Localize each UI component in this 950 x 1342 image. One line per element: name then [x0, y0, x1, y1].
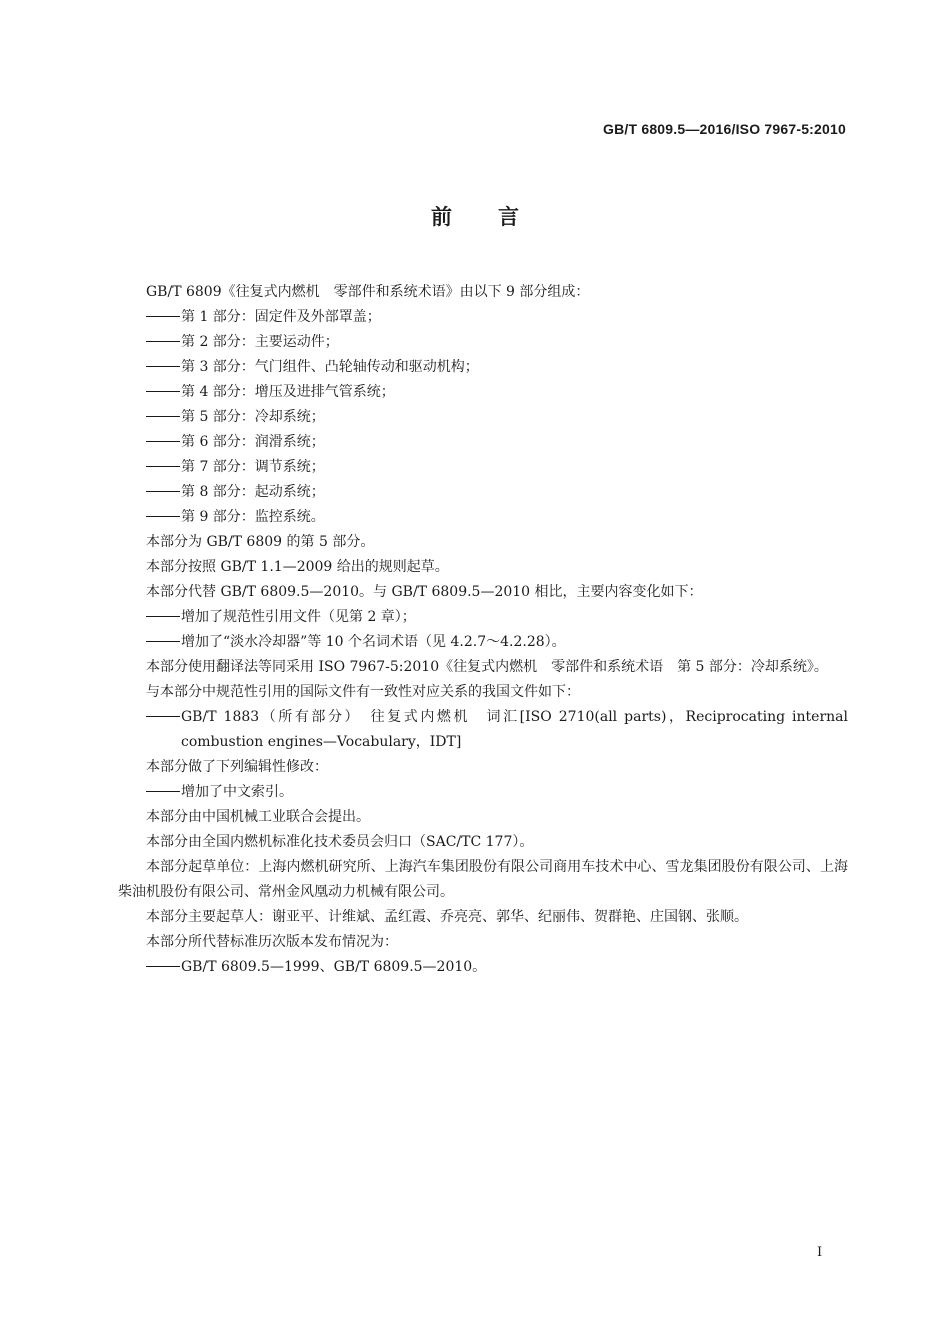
em-dash — [146, 441, 180, 442]
em-dash — [146, 791, 180, 792]
list-item-text: 增加了“淡水冷却器”等 10 个名词术语（见 4.2.7～4.2.28）。 — [181, 634, 566, 650]
em-dash — [146, 316, 180, 317]
list-item-text: GB/T 6809.5—1999、GB/T 6809.5—2010。 — [181, 959, 487, 975]
list-item-text: 第 9 部分：监控系统。 — [181, 509, 325, 525]
list-item-part-8 — [118, 480, 848, 505]
list-item-part-9 — [118, 505, 848, 530]
em-dash — [146, 391, 180, 392]
em-dash — [146, 966, 180, 967]
adoption-paragraph: 本部分使用翻译法等同采用 ISO 7967-5:2010《往复式内燃机 零部件和系统术语 第 5 部分：冷却系统》。 — [146, 659, 828, 675]
replaces-paragraph: 本部分代替 GB/T 6809.5—2010。与 GB/T 6809.5—2010 相比，主要内容变化如下： — [146, 584, 703, 600]
list-item-change-2 — [118, 630, 848, 655]
list-item-history — [118, 955, 848, 980]
editorial-paragraph: 本部分做了下列编辑性修改： — [146, 759, 328, 775]
foreword-body — [118, 280, 848, 980]
page-title: 前言 — [431, 205, 565, 229]
em-dash — [146, 466, 180, 467]
list-item-text: 第 3 部分：气门组件、凸轮轴传动和驱动机构； — [181, 359, 479, 375]
list-item-text: 第 8 部分：起动系统； — [181, 484, 325, 500]
list-item-part-3 — [118, 355, 848, 380]
em-dash — [146, 416, 180, 417]
list-item-text: 第 2 部分：主要运动件； — [181, 334, 339, 350]
em-dash — [146, 641, 180, 642]
list-item-text: 增加了中文索引。 — [181, 784, 293, 800]
list-item-part-4 — [118, 380, 848, 405]
em-dash — [146, 491, 180, 492]
list-item-text: 增加了规范性引用文件（见第 2 章）； — [181, 609, 416, 625]
list-item-part-7 — [118, 455, 848, 480]
list-item-correspondence — [118, 705, 848, 755]
em-dash — [146, 366, 180, 367]
em-dash — [146, 716, 180, 717]
list-item-change-1 — [118, 605, 848, 630]
em-dash — [146, 341, 180, 342]
list-item-text: 第 4 部分：增压及进排气管系统； — [181, 384, 395, 400]
proposed-paragraph: 本部分由中国机械工业联合会提出。 — [146, 809, 370, 825]
em-dash — [146, 616, 180, 617]
correspondence-paragraph: 与本部分中规范性引用的国际文件有一致性对应关系的我国文件如下： — [146, 684, 580, 700]
list-item-part-5 — [118, 405, 848, 430]
standard-code-header: GB/T 6809.5—2016/ISO 7967-5:2010 — [603, 121, 846, 137]
em-dash — [146, 516, 180, 517]
list-item-part-6 — [118, 430, 848, 455]
drafting-rules-paragraph: 本部分按照 GB/T 1.1—2009 给出的规则起草。 — [146, 559, 449, 575]
list-item-text: 第 6 部分：润滑系统； — [181, 434, 325, 450]
intro-paragraph: GB/T 6809《往复式内燃机 零部件和系统术语》由以下 9 部分组成： — [146, 284, 590, 300]
list-item-text: 第 1 部分：固定件及外部罩盖； — [181, 309, 381, 325]
list-item-editorial — [118, 780, 848, 805]
drafters-paragraph: 本部分主要起草人：谢亚平、计维斌、孟红霞、乔亮亮、郭华、纪丽伟、贺群艳、庄国钢、张顺。 — [146, 909, 748, 925]
list-item-text: GB/T 1883（所有部分） 往复式内燃机 词汇[ISO 2710(all parts)，Reciprocating internal combustion engines—Vocabulary，IDT] — [181, 709, 848, 750]
centralized-paragraph: 本部分由全国内燃机标准化技术委员会归口（SAC/TC 177）。 — [146, 834, 534, 850]
list-item-text: 第 7 部分：调节系统； — [181, 459, 325, 475]
list-item-part-1 — [118, 305, 848, 330]
page-number: I — [817, 1245, 823, 1260]
part-of-paragraph: 本部分为 GB/T 6809 的第 5 部分。 — [146, 534, 375, 550]
list-item-part-2 — [118, 330, 848, 355]
list-item-text: 第 5 部分：冷却系统； — [181, 409, 325, 425]
drafting-units-paragraph: 本部分起草单位：上海内燃机研究所、上海汽车集团股份有限公司商用车技术中心、雪龙集团股份有限公司、上海柴油机股份有限公司、常州金风凰动力机械有限公司。 — [118, 859, 848, 900]
history-paragraph: 本部分所代替标准历次版本发布情况为： — [146, 934, 398, 950]
